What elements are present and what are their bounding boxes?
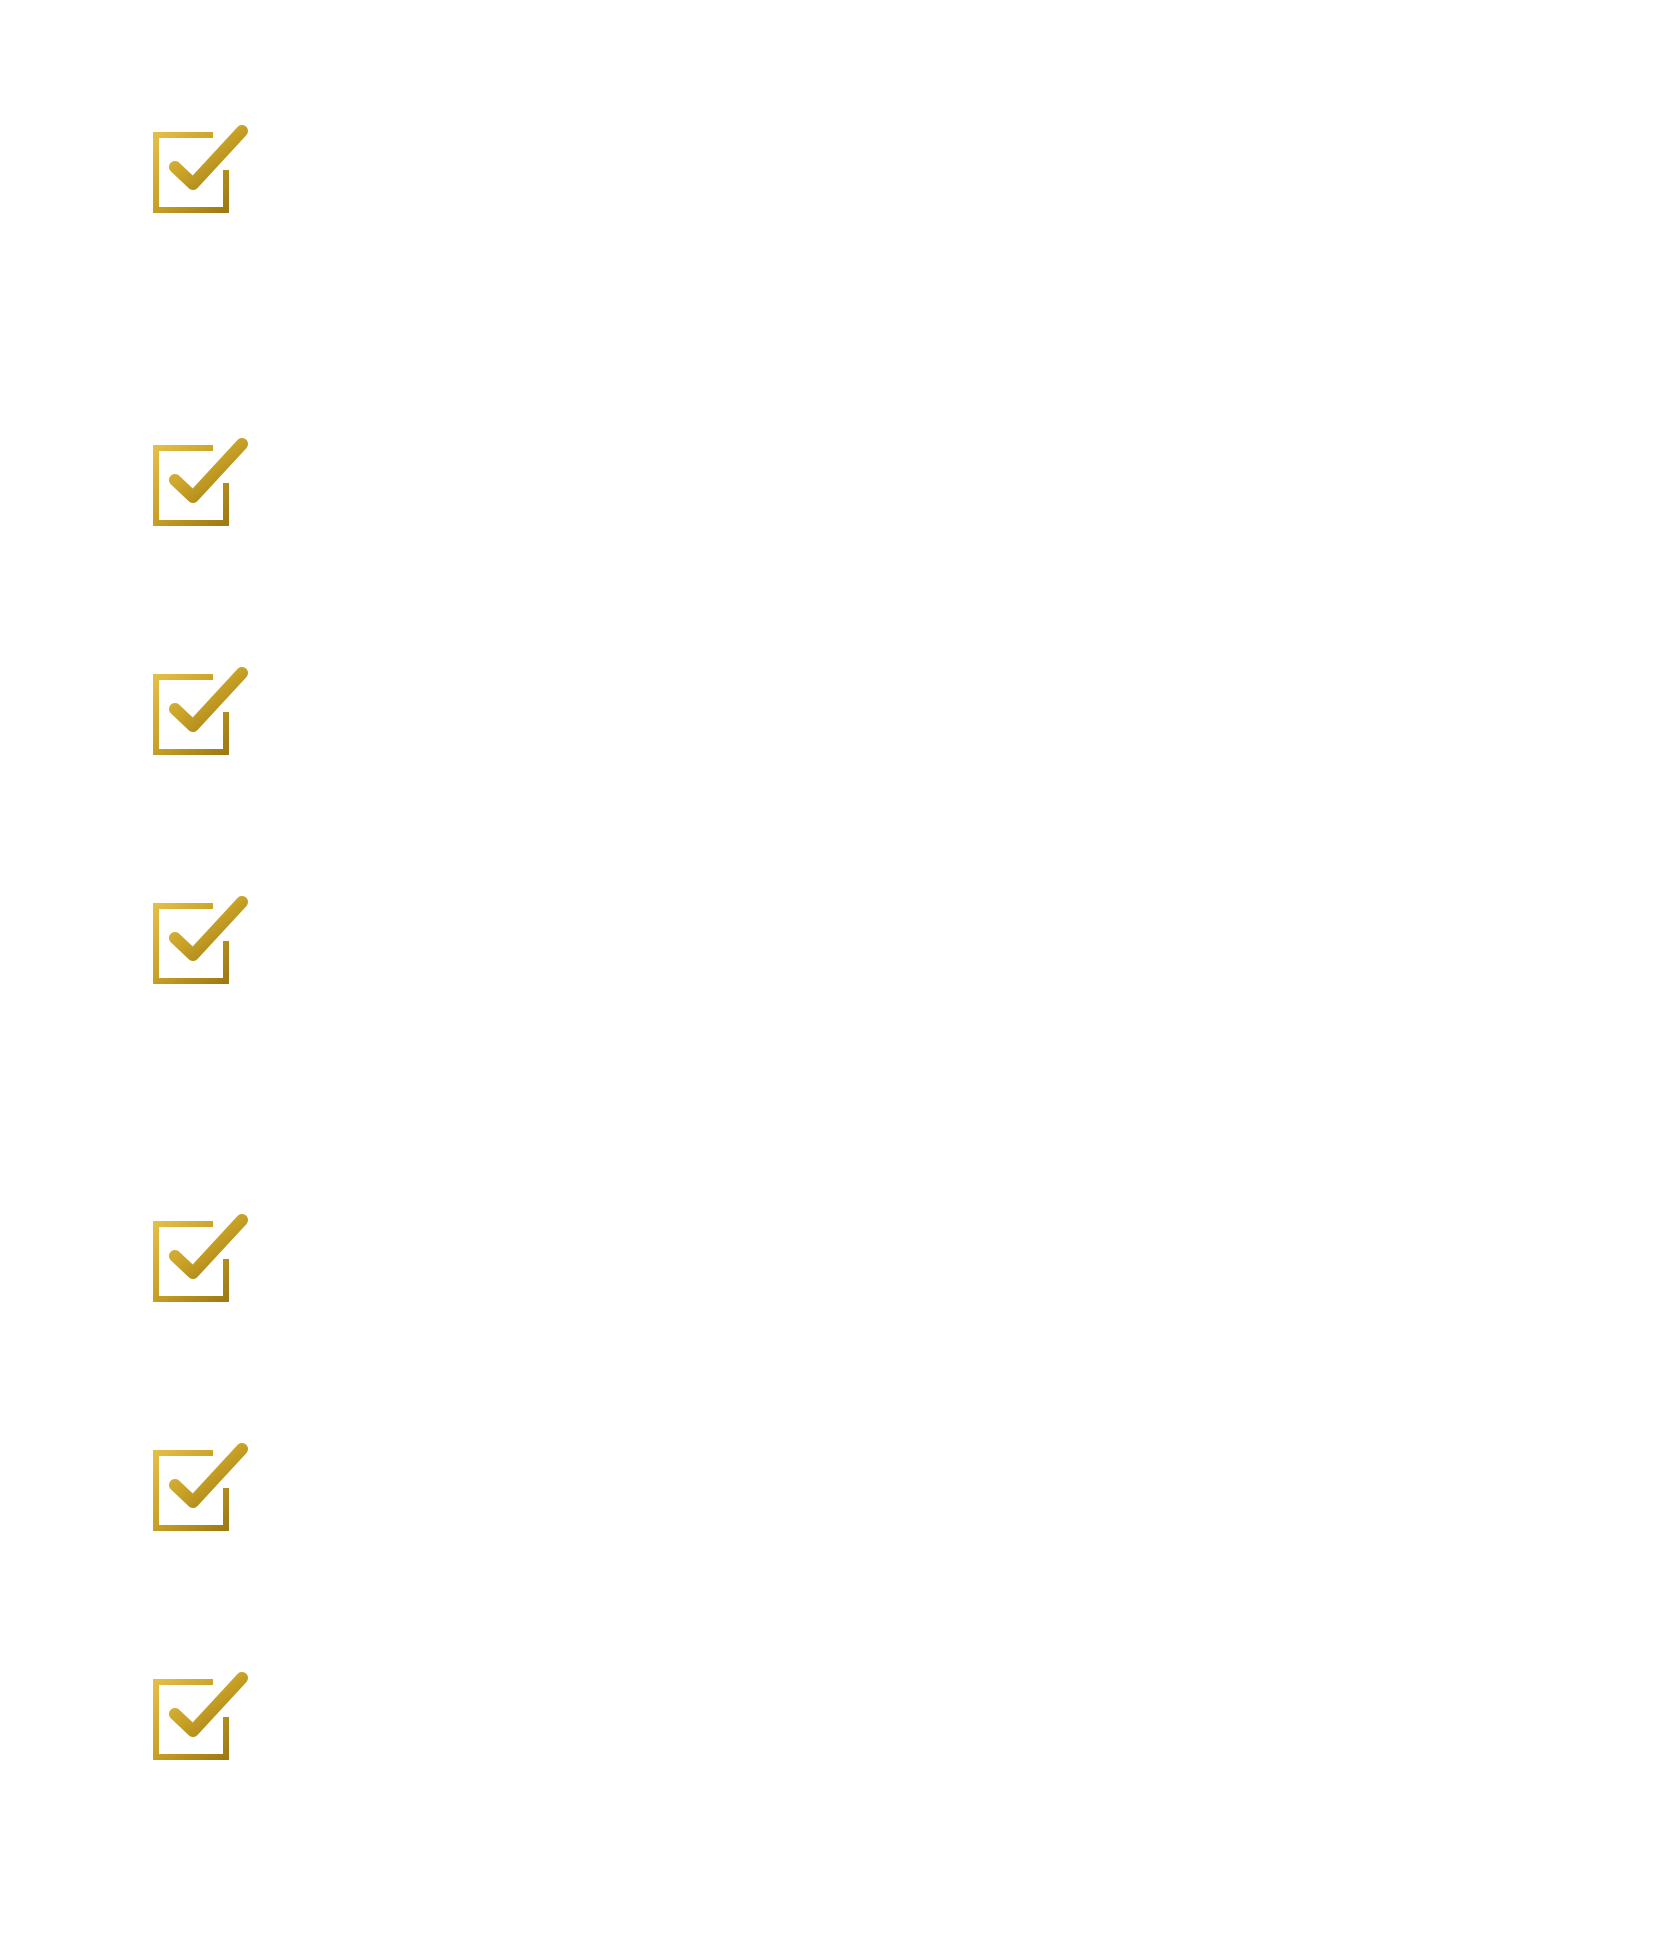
checked-box-icon [153,667,248,757]
checklist-item-1 [153,125,248,215]
checked-box-icon [153,1214,248,1304]
checklist-item-7 [153,1672,248,1762]
checked-box-icon [153,1672,248,1762]
checked-box-icon [153,125,248,215]
checked-box-icon [153,896,248,986]
checklist-item-2 [153,438,248,528]
checklist-item-5 [153,1214,248,1304]
checklist-item-3 [153,667,248,757]
checked-box-icon [153,438,248,528]
checked-box-icon [153,1443,248,1533]
checklist-item-4 [153,896,248,986]
checklist-item-6 [153,1443,248,1533]
